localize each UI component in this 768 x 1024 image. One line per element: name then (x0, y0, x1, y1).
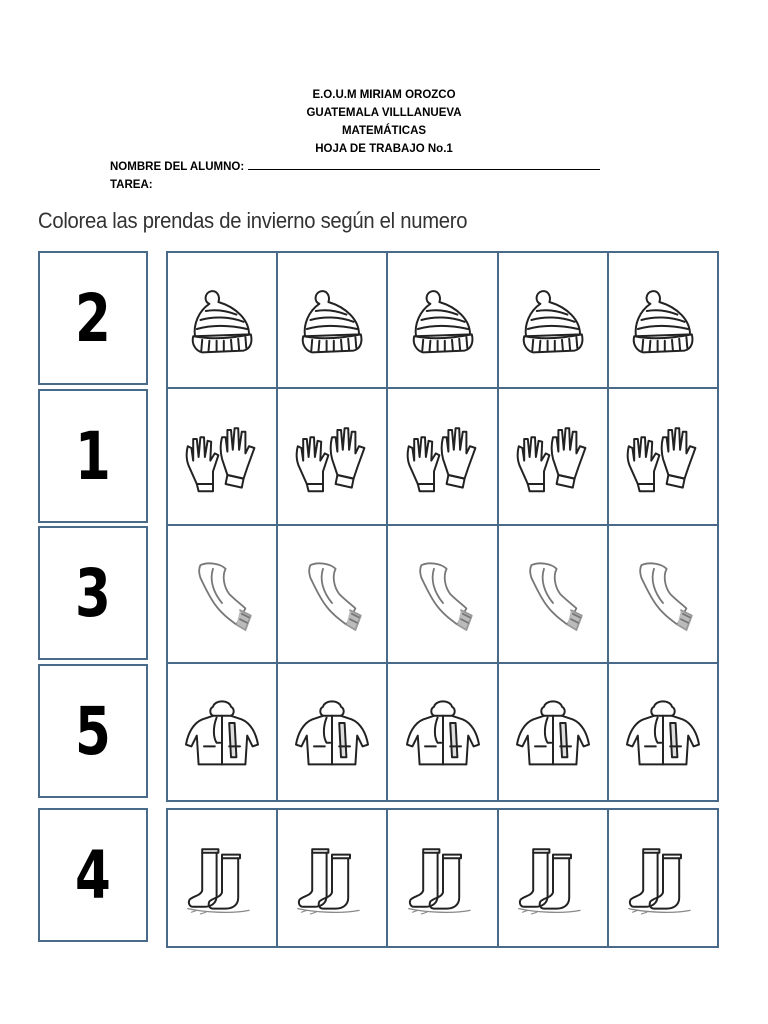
scarf-icon (177, 549, 267, 639)
jacket-icon (177, 687, 267, 777)
boots-row (166, 808, 719, 948)
jacket-cell[interactable] (278, 664, 388, 800)
scarf-cell[interactable] (499, 526, 609, 662)
school-location: GUATEMALA VILLLANUEVA (306, 107, 462, 119)
gloves-cell[interactable] (388, 389, 498, 524)
instruction-text: Colorea las prendas de invierno según el numero (38, 208, 468, 233)
boots-cell[interactable] (168, 810, 278, 946)
subject-title: MATEMÁTICAS (341, 125, 427, 137)
boots-cell[interactable] (278, 810, 388, 946)
student-name-label: NOMBRE DEL ALUMNO: (110, 161, 245, 173)
winter-hat-icon (177, 275, 267, 365)
sheet-title: HOJA DE TRABAJO No.1 (315, 143, 453, 155)
worksheet-header (0, 86, 768, 158)
boots-cell[interactable] (499, 810, 609, 946)
scarf-icon (618, 549, 708, 639)
student-name-line[interactable] (248, 157, 600, 170)
row-number-cell (38, 389, 148, 523)
winter-hat-icon (287, 275, 377, 365)
jacket-icon (618, 687, 708, 777)
gloves-cell[interactable] (278, 389, 388, 524)
boots-cell[interactable] (609, 810, 717, 946)
jacket-icon (287, 687, 377, 777)
gloves-cell[interactable] (609, 389, 717, 524)
student-fields (110, 157, 600, 194)
row-number-cell (38, 664, 148, 798)
scarf-icon (508, 549, 598, 639)
row-number: 5 (75, 692, 111, 770)
hat-cell[interactable] (499, 253, 609, 387)
gloves-cell[interactable] (168, 389, 278, 524)
winter-hat-icon (398, 275, 488, 365)
hat-cell[interactable] (388, 253, 498, 387)
scarf-icon (287, 549, 377, 639)
jacket-cell[interactable] (609, 664, 717, 800)
row-number: 3 (75, 554, 111, 632)
winter-hat-icon (618, 275, 708, 365)
row-number-cell (38, 251, 148, 385)
scarf-cell[interactable] (168, 526, 278, 662)
boots-icon (177, 833, 267, 923)
row-number: 1 (75, 417, 111, 495)
scarf-cell[interactable] (609, 526, 717, 662)
gloves-cell[interactable] (499, 389, 609, 524)
gloves-icon (508, 412, 598, 502)
gloves-icon (398, 412, 488, 502)
jacket-cell[interactable] (499, 664, 609, 800)
hat-cell[interactable] (168, 253, 278, 387)
gloves-row (166, 389, 719, 526)
jacket-icon (508, 687, 598, 777)
hat-row (166, 251, 719, 389)
school-name: E.O.U.M MIRIAM OROZCO (312, 89, 456, 101)
boots-icon (287, 833, 377, 923)
task-label: TAREA: (110, 179, 153, 191)
gloves-icon (177, 412, 267, 502)
boots-icon (618, 833, 708, 923)
hat-cell[interactable] (609, 253, 717, 387)
row-number: 2 (75, 279, 111, 357)
scarf-cell[interactable] (388, 526, 498, 662)
hat-cell[interactable] (278, 253, 388, 387)
boots-icon (398, 833, 488, 923)
row-number-cell (38, 526, 148, 660)
scarf-icon (398, 549, 488, 639)
jacket-cell[interactable] (168, 664, 278, 800)
gloves-icon (287, 412, 377, 502)
winter-hat-icon (508, 275, 598, 365)
gloves-icon (618, 412, 708, 502)
scarf-cell[interactable] (278, 526, 388, 662)
row-number-cell (38, 808, 148, 942)
scarf-row (166, 526, 719, 664)
jacket-row (166, 664, 719, 802)
row-number: 4 (75, 836, 111, 914)
boots-icon (508, 833, 598, 923)
boots-cell[interactable] (388, 810, 498, 946)
jacket-icon (398, 687, 488, 777)
jacket-cell[interactable] (388, 664, 498, 800)
